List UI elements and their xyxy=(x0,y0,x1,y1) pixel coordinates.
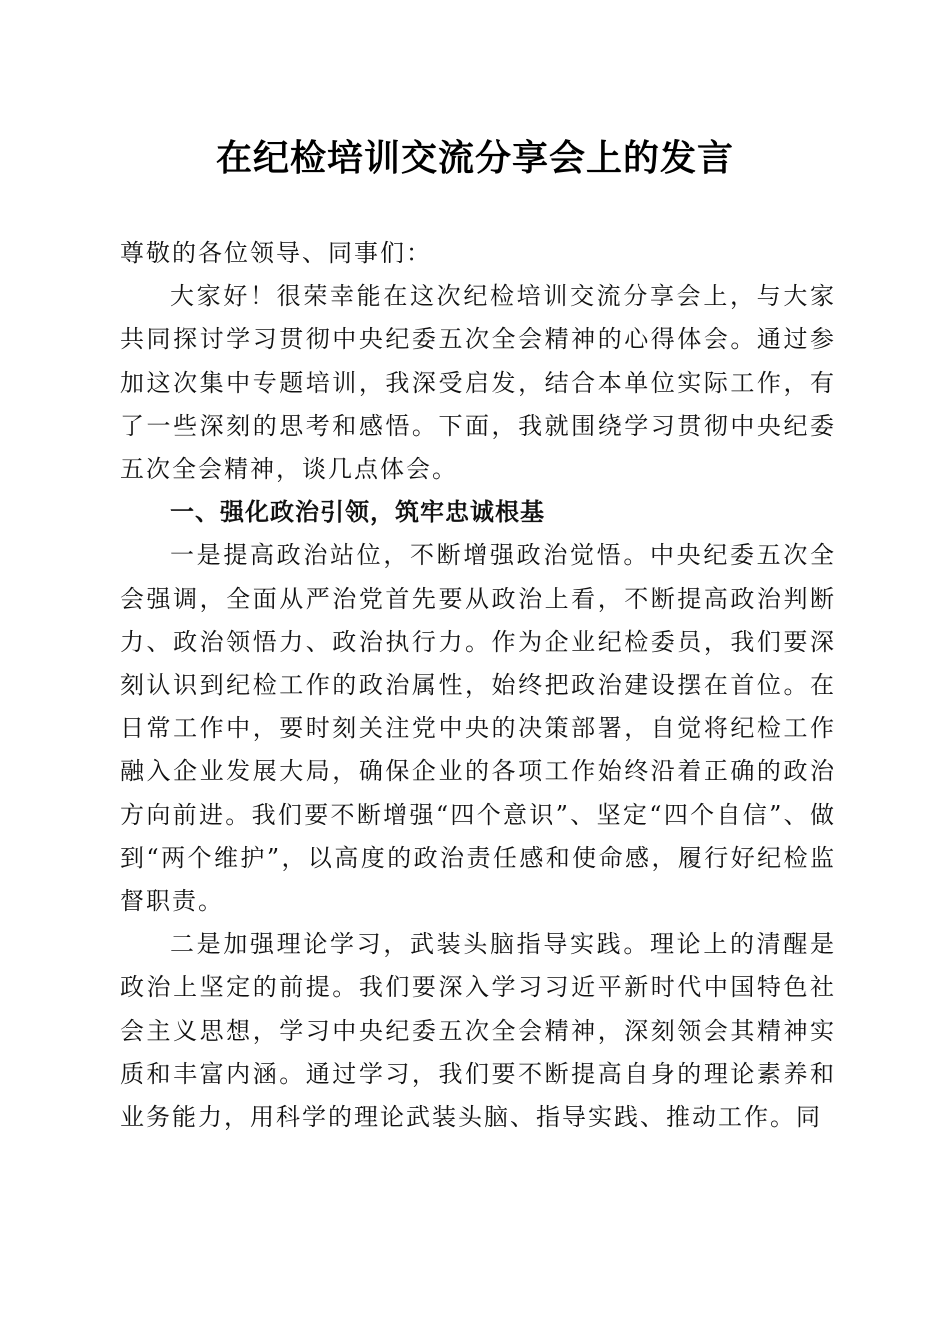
intro-paragraph: 大家好！很荣幸能在这次纪检培训交流分享会上，与大家共同探讨学习贯彻中央纪委五次全会精神的心得体会。通过参加这次集中专题培训，我深受启发，结合本单位实际工作，有了一些深刻的思考和感悟。下面，我就围绕学习贯彻中央纪委五次全会精神，谈几点体会。 xyxy=(120,282,836,484)
section-heading-1: 一、强化政治引领，筑牢忠诚根基 xyxy=(170,498,545,527)
document-body xyxy=(120,232,836,1139)
section1-paragraph-1: 一是提高政治站位，不断增强政治觉悟。中央纪委五次全会强调，全面从严治党首先要从政治上看，不断提高政治判断力、政治领悟力、政治执行力。作为企业纪检委员，我们要深刻认识到纪检工作的政治属性，始终把政治建设摆在首位。在日常工作中，要时刻关注党中央的决策部署，自觉将纪检工作融入企业发展大局，确保企业的各项工作始终沿着正确的政治方向前进。我们要不断增强“四个意识”、坚定“四个自信”、做到“两个维护”，以高度的政治责任感和使命感，履行好纪检监督职责。 xyxy=(120,541,836,916)
document-title: 在纪检培训交流分享会上的发言 xyxy=(215,137,734,179)
section1-paragraph-2: 二是加强理论学习，武装头脑指导实践。理论上的清醒是政治上坚定的前提。我们要深入学习习近平新时代中国特色社会主义思想，学习中央纪委五次全会精神，深刻领会其精神实质和丰富内涵。通过学习，我们要不断提高自身的理论素养和业务能力，用科学的理论武装头脑、指导实践、推动工作。同 xyxy=(120,930,836,1132)
salutation: 尊敬的各位领导、同事们： xyxy=(120,239,432,267)
